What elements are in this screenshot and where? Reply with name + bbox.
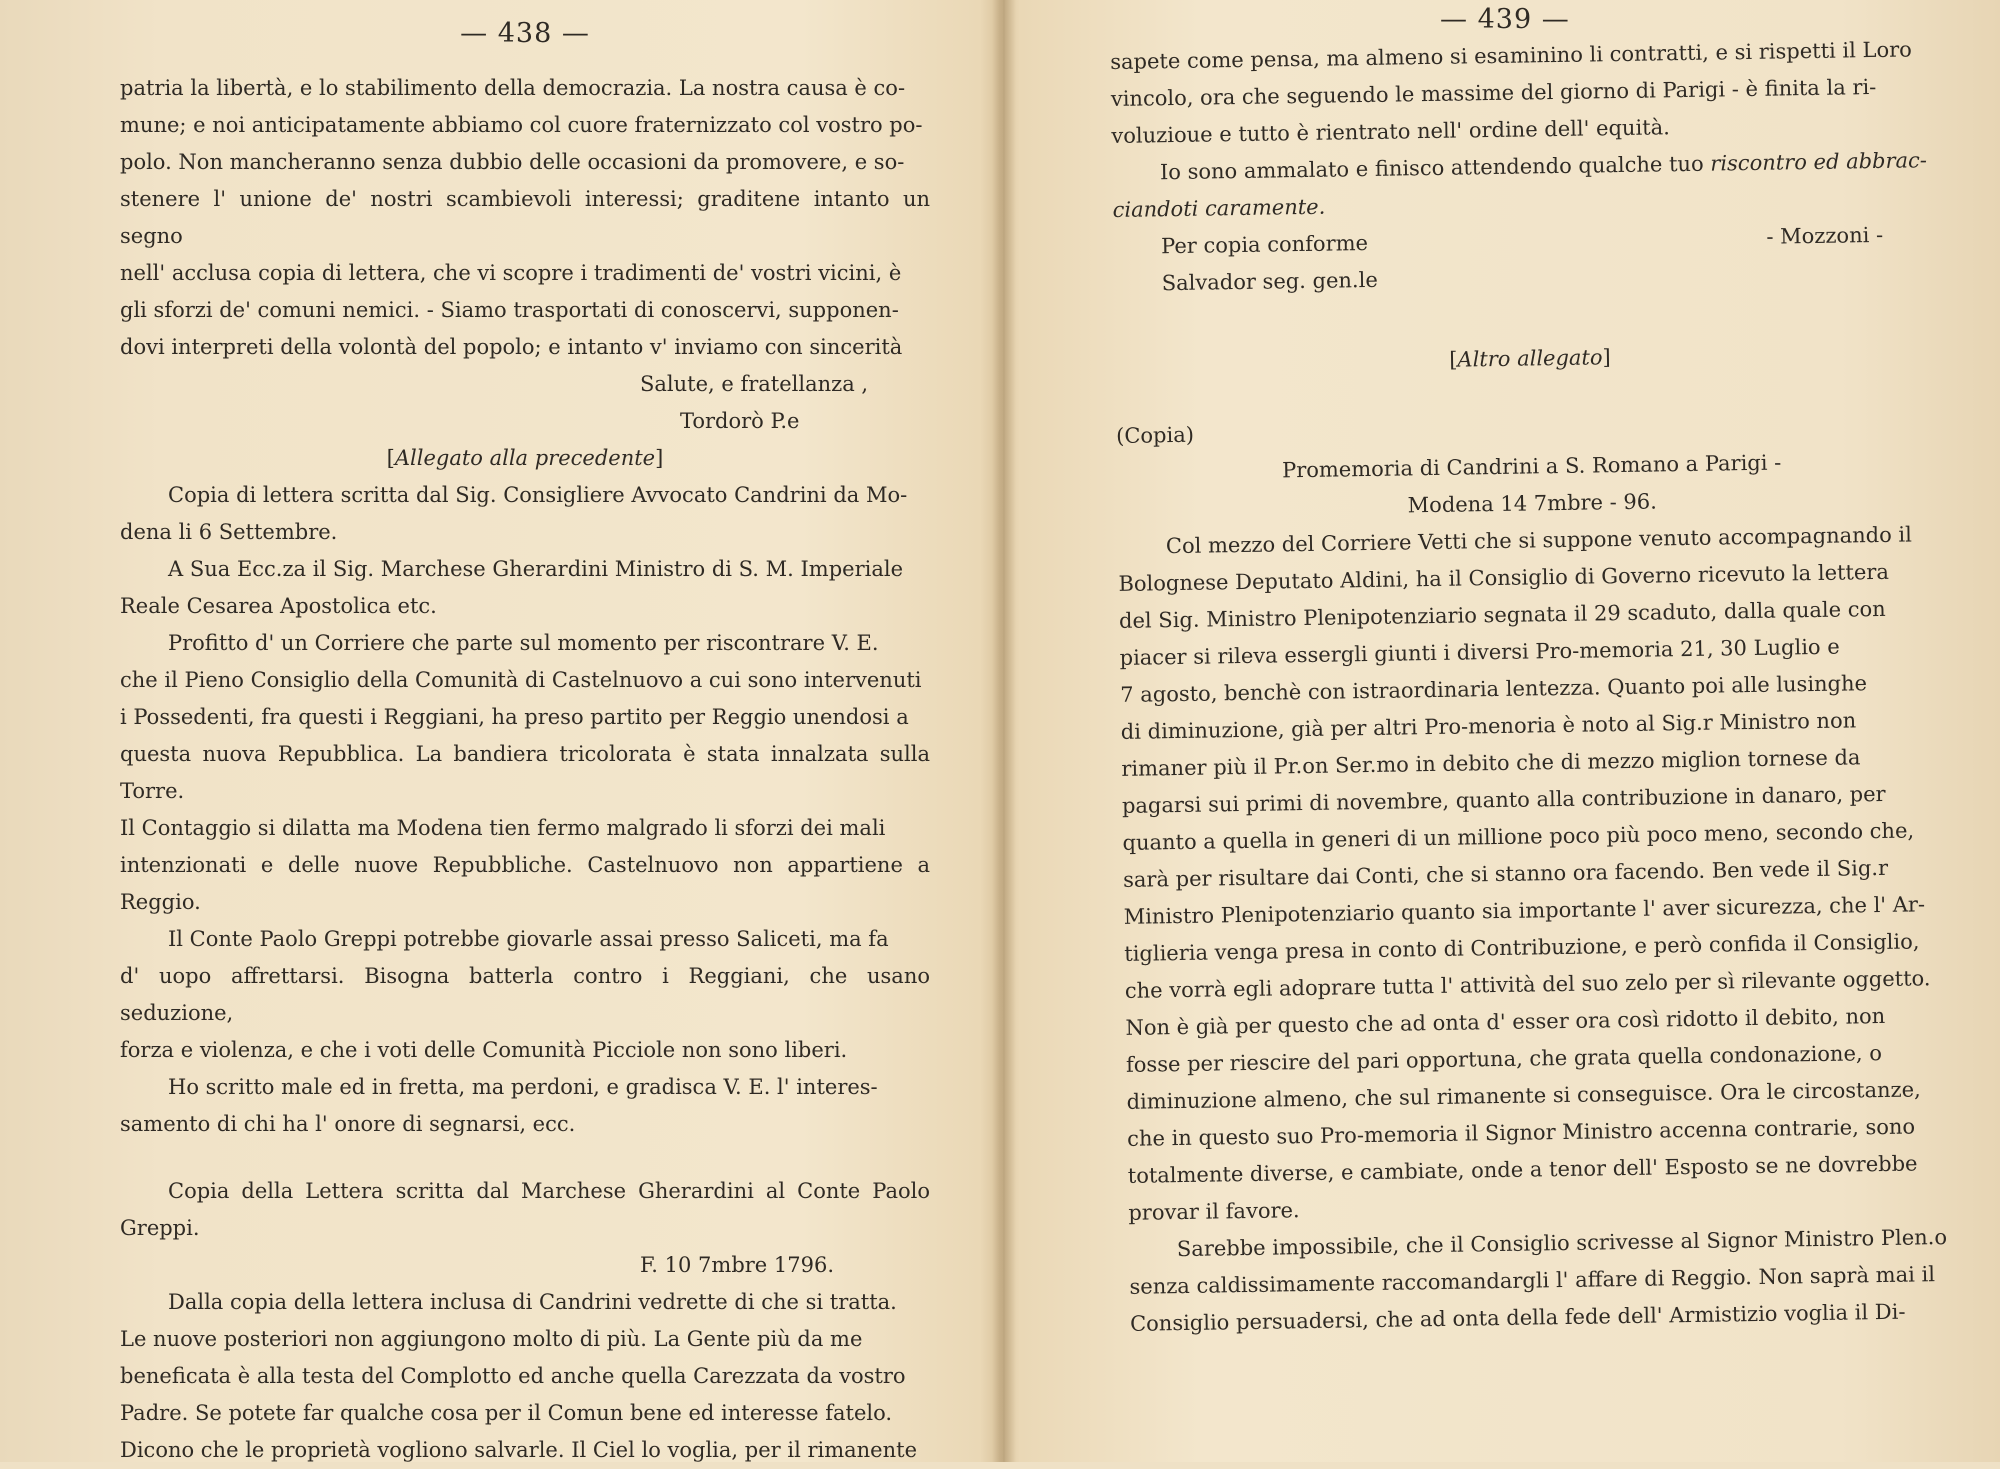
text-line: mune; e noi anticipatamente abbiamo col cuore fraternizzato col vostro po- — [120, 113, 923, 137]
page-number: — 439 — — [1440, 4, 1570, 35]
text-line: Ho scritto male ed in fretta, ma perdoni, e gradisca V. E. l' interes- — [168, 1075, 878, 1099]
memo-date: Modena 14 7mbre - 96. — [1407, 489, 1658, 518]
memo-title: Promemoria di Candrini a S. Romano a Parigi - — [1281, 450, 1782, 483]
text-line: che vorrà egli adoprare tutta l' attività del suo zelo per sì rilevante oggetto. — [1124, 966, 1931, 1003]
text-line: Col mezzo del Corriere Vetti che si suppone venuto accompagnando il — [1165, 522, 1913, 559]
text-line: Le nuove posteriori non aggiungono molto di più. La Gente più da me — [120, 1327, 863, 1351]
text-line: Profitto d' un Corriere che parte sul momento per riscontrare V. E. — [168, 631, 879, 655]
text-line: Ministro Plenipotenziario quanto sia importante l' aver sicurezza, che l' Ar- — [1123, 892, 1926, 929]
text-line: Copia di lettera scritta dal Sig. Consigliere Avvocato Candrini da Mo- — [168, 483, 908, 507]
book-gutter — [992, 0, 1016, 1462]
text-line: Sarebbe impossibile, che il Consiglio scrivesse al Signor Ministro Plen.o — [1176, 1225, 1948, 1262]
page-number: — 438 — — [460, 18, 590, 49]
text-line: 7 agosto, benchè con istraordinaria lentezza. Quanto poi alle lusinghe — [1120, 671, 1868, 707]
spacer — [120, 1143, 930, 1173]
text-line: Bolognese Deputato Aldini, ha il Consiglio di Governo ricevuto la lettera — [1118, 559, 1890, 596]
left-page — [120, 0, 930, 1462]
text-line: piacer si rileva essergli giunti i diversi Pro-memoria 21, 30 Luglio e — [1119, 634, 1840, 670]
text-line: provar il favore. — [1128, 1198, 1300, 1225]
text-line: Dicono che le proprietà vogliono salvarle. Il Ciel lo voglia, per il rimanente — [120, 1438, 917, 1462]
text-line: Consiglio persuadersi, che ad onta della fede dell' Armistizio voglia il Di- — [1129, 1299, 1906, 1336]
text-line: che il Pieno Consiglio della Comunità di Castelnuovo a cui sono intervenuti — [120, 668, 922, 692]
text-line: voluzioue e tutto è rientrato nell' ordine dell' equità. — [1111, 115, 1671, 148]
copy-certification: Per copia conforme — [1160, 230, 1369, 259]
text-line: sarà per risultare dai Conti, che si stanno ora facendo. Ben vede il Sig.r — [1122, 855, 1889, 892]
text-line: vincolo, ora che seguendo le massime del giorno di Parigi - è finita la ri- — [1110, 74, 1877, 111]
text-line: Reale Cesarea Apostolica etc. — [120, 594, 437, 618]
left-page-text — [120, 70, 930, 1469]
text-line: Non è già per questo che ad onta d' esser ora così ridotto il debito, non — [1125, 1003, 1886, 1040]
text-line: d' uopo affrettarsi. Bisogna batterla contro i Reggiani, che usano seduzione, — [120, 964, 930, 1025]
letter-title: Copia della Lettera scritta dal Marchese Gherardini al Conte Paolo Greppi. — [120, 1179, 930, 1240]
text-line: dena li 6 Settembre. — [120, 520, 338, 544]
text-line: senza caldissimamente raccomandargli l' affare di Reggio. Non saprà mai il — [1129, 1262, 1936, 1299]
text-line: che in questo suo Pro-memoria il Signor Ministro accenna contrarie, sono — [1127, 1114, 1916, 1151]
text-line: intenzionati e delle nuove Repubbliche. Castelnuovo non appartiene a Reggio. — [120, 853, 930, 914]
text-line: Io sono ammalato e finisco attendendo qualche tuo riscontro ed abbrac- — [1159, 148, 1928, 185]
text-line: samento di chi ha l' onore di segnarsi, ecc. — [120, 1112, 576, 1136]
closing-salutation: Salute, e fratellanza , — [640, 372, 869, 396]
text-line: gli sforzi de' comuni nemici. - Siamo trasportati di conoscervi, supponen- — [120, 298, 899, 322]
text-line: A Sua Ecc.za il Sig. Marchese Gherardini Ministro di S. M. Imperiale — [168, 557, 903, 581]
text-line: quanto a quella in generi di un millione poco più poco meno, secondo che, — [1122, 818, 1915, 855]
text-line: ciandoti caramente. — [1112, 194, 1326, 222]
section-heading: [Altro allegato] — [1449, 345, 1611, 372]
text-line: i Possedenti, fra questi i Reggiani, ha preso partito per Reggio unendosi a — [120, 705, 909, 729]
text-line: rimaner più il Pr.on Ser.mo in debito che di mezzo miglion tornese da — [1121, 745, 1861, 781]
text-line: tiglieria venga presa in conto di Contribuzione, e però confida il Consiglio, — [1124, 929, 1920, 966]
text-line: sapete come pensa, ma almeno si esaminino li contratti, e si rispetti il Loro — [1110, 37, 1912, 74]
text-line: di diminuzione, già per altri Pro-menoria è noto al Sig.r Ministro non — [1120, 708, 1857, 744]
text-line: totalmente diverse, e cambiate, onde a tenor dell' Esposto se ne dovrebbe — [1127, 1151, 1918, 1188]
text-line: dovi interpreti della volontà del popolo; e intanto v' inviamo con sincerità — [120, 335, 903, 359]
text-line: forza e violenza, e che i voti delle Comunità Picciole non sono liberi. — [120, 1038, 848, 1062]
section-heading: [Allegato alla precedente] — [386, 446, 664, 470]
text-line: Il Conte Paolo Greppi potrebbe giovarle assai presso Saliceti, ma fa — [168, 927, 889, 951]
text-line: questa nuova Repubblica. La bandiera tricolorata è stata innalzata sulla Torre. — [120, 742, 930, 803]
text-line: Il Contaggio si dilatta ma Modena tien fermo malgrado li sforzi dei mali — [120, 816, 886, 840]
signature: Tordorò P.e — [680, 409, 800, 433]
text-line: nell' acclusa copia di lettera, che vi scopre i tradimenti de' vostri vicini, è — [120, 261, 902, 285]
text-line: Padre. Se potete far qualche cosa per il Comun bene ed interesse fatelo. — [120, 1401, 893, 1425]
text-line: stenere l' unione de' nostri scambievoli interessi; graditene intanto un segno — [120, 187, 930, 248]
text-line: fosse per riescire del pari opportuna, che grata quella condonazione, o — [1125, 1041, 1883, 1077]
secretary-signature: Salvador seg. gen.le — [1161, 267, 1378, 296]
letter-date: F. 10 7mbre 1796. — [640, 1253, 835, 1277]
text-line: Dalla copia della lettera inclusa di Candrini vedrette di che si tratta. — [168, 1290, 897, 1314]
text-line: polo. Non mancheranno senza dubbio delle occasioni da promovere, e so- — [120, 150, 905, 174]
right-page — [1110, 0, 1948, 1462]
signature: - Mozzoni - — [1766, 222, 1884, 249]
text-line: beneficata è alla testa del Complotto ed anche quella Carezzata da vostro — [120, 1364, 906, 1388]
text-line: pagarsi sui primi di novembre, quanto alla contribuzione in danaro, per — [1121, 781, 1886, 818]
copy-label: (Copia) — [1115, 422, 1195, 448]
right-page-text — [1110, 31, 1960, 1343]
text-line: del Sig. Ministro Plenipotenziario segnata il 29 scaduto, dalla quale con — [1118, 596, 1886, 633]
text-line: patria la libertà, e lo stabilimento della democrazia. La nostra causa è co- — [120, 76, 906, 100]
text-line: diminuzione almeno, che sul rimanente si conseguisce. Ora le circostanze, — [1126, 1077, 1921, 1114]
